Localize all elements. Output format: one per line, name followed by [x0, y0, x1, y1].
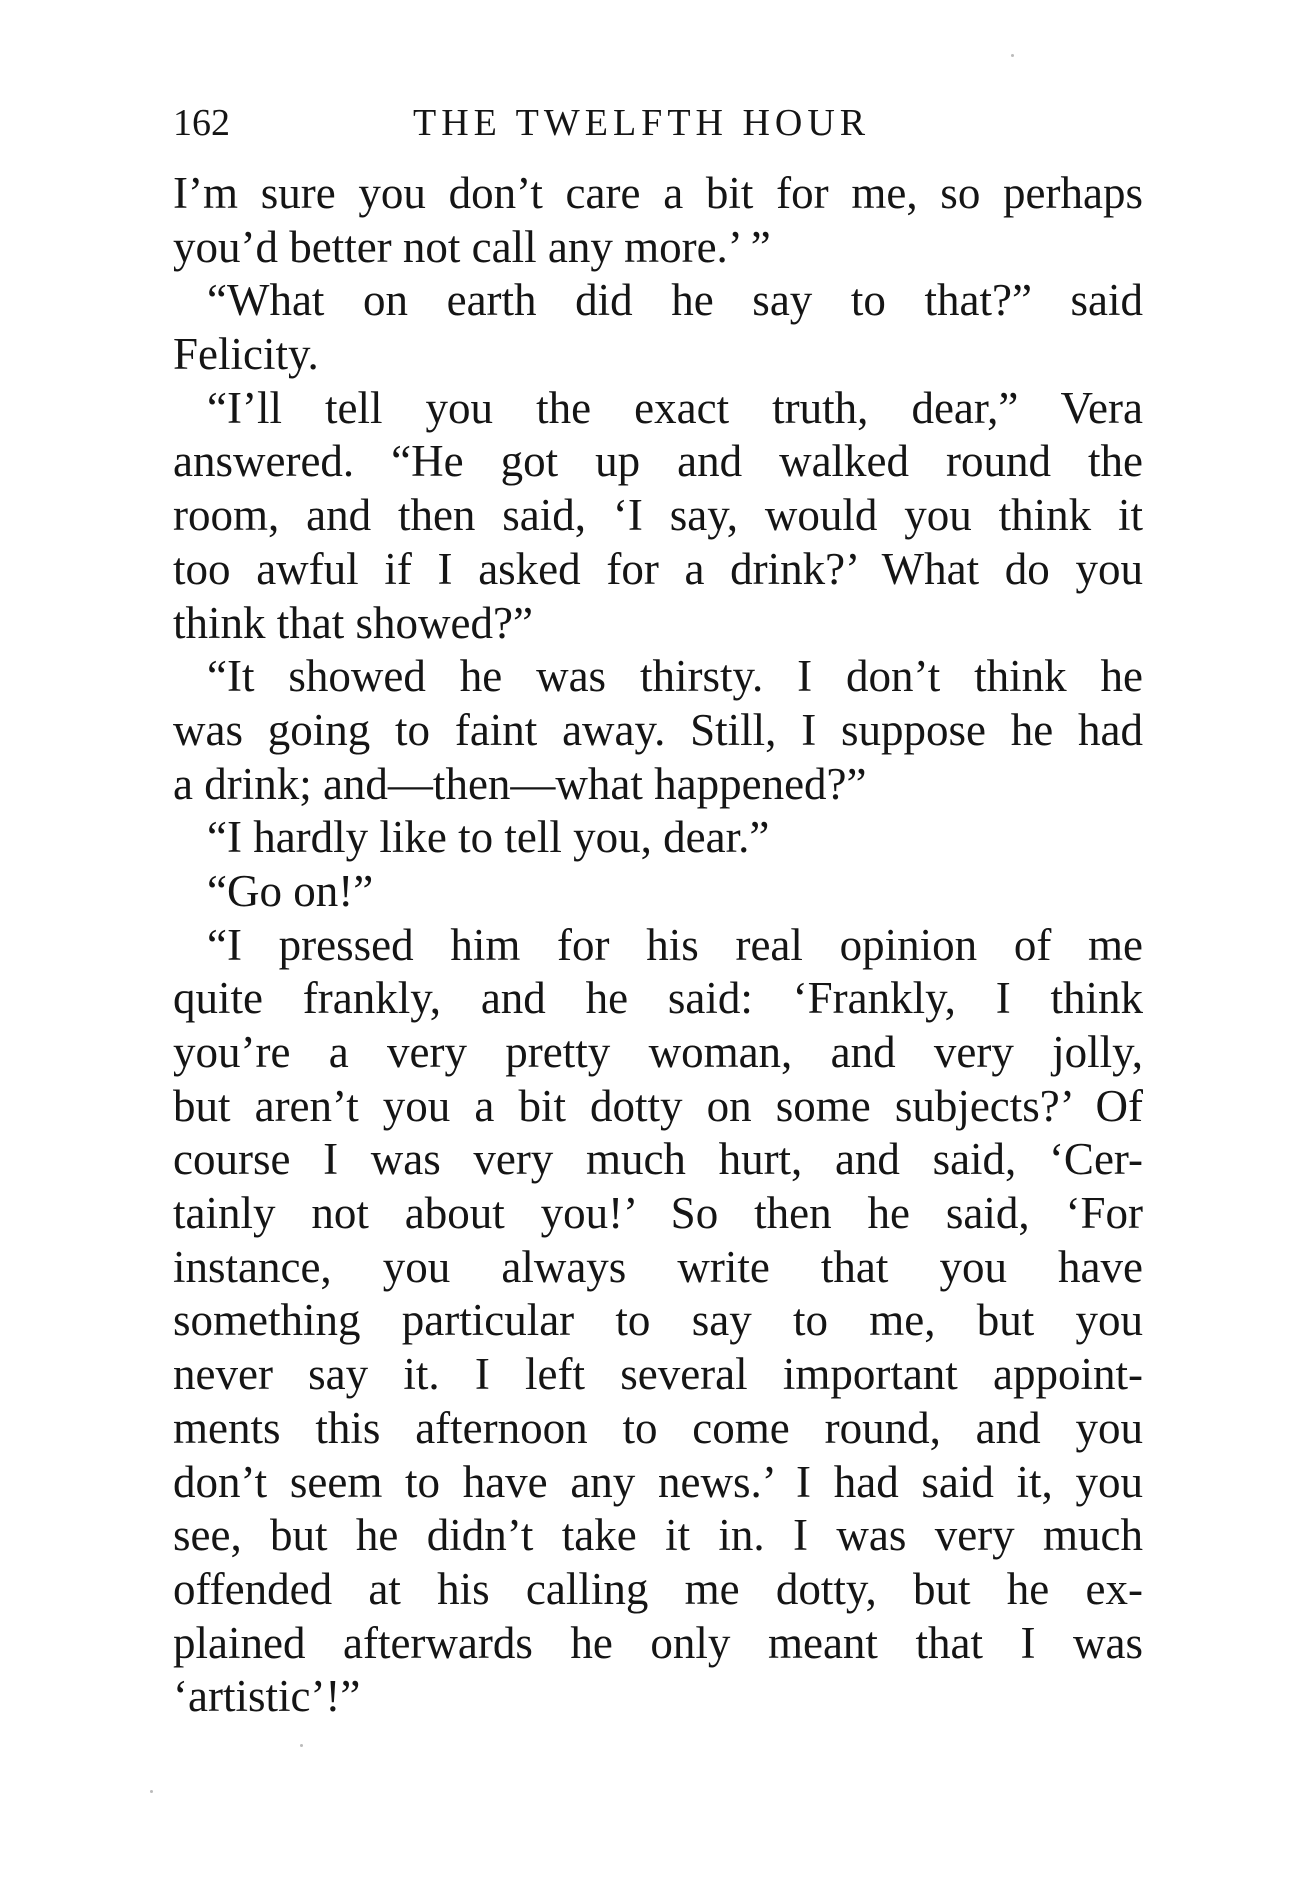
text-line: ments this afternoon to come round, and you [173, 1402, 1143, 1453]
text-line: instance, you always write that you have [173, 1241, 1143, 1292]
text-line: don’t seem to have any news.’ I had said it, you [173, 1456, 1143, 1507]
paper-speck [150, 1790, 153, 1793]
text-line: tainly not about you!’ So then he said, ‘For [173, 1188, 1143, 1239]
text-line: course I was very much hurt, and said, ‘Cer- [173, 1134, 1143, 1185]
text-line: offended at his calling me dotty, but he ex- [173, 1563, 1143, 1614]
text-line: was going to faint away. Still, I suppose he had [173, 704, 1143, 755]
text-line: Felicity. [173, 329, 319, 380]
text-line: room, and then said, ‘I say, would you think it [173, 490, 1143, 541]
text-line: “I hardly like to tell you, dear.” [207, 812, 770, 863]
text-line: something particular to say to me, but you [173, 1295, 1143, 1346]
text-line: answered. “He got up and walked round the [173, 436, 1143, 487]
paper-speck [300, 1744, 303, 1747]
text-line: plained afterwards he only meant that I was [173, 1617, 1143, 1668]
text-line: “What on earth did he say to that?” said [207, 275, 1143, 326]
text-line: I’m sure you don’t care a bit for me, so perhaps [173, 168, 1143, 218]
text-line: too awful if I asked for a drink?’ What do you [173, 543, 1143, 594]
text-line: you’re a very pretty woman, and very jolly, [173, 1027, 1143, 1077]
text-line: a drink; and—then—what happened?” [173, 758, 867, 809]
body-text [173, 167, 1143, 1724]
text-line: never say it. I left several important appoint- [173, 1349, 1143, 1400]
text-line: quite frankly, and he said: ‘Frankly, I think [173, 973, 1143, 1024]
text-line: ‘artistic’!” [173, 1671, 361, 1722]
text-line: see, but he didn’t take it in. I was very much [173, 1510, 1143, 1561]
text-line: “Go on!” [207, 865, 374, 916]
text-line: “I pressed him for his real opinion of me [207, 919, 1143, 970]
text-line: “It showed he was thirsty. I don’t think he [207, 651, 1143, 702]
running-title: THE TWELFTH HOUR [413, 102, 871, 144]
text-line: “I’ll tell you the exact truth, dear,” Vera [207, 382, 1143, 433]
text-line: you’d better not call any more.’ ” [173, 221, 771, 272]
running-head [173, 98, 1143, 148]
page-number: 162 [173, 102, 230, 144]
paper-speck [1011, 54, 1014, 57]
text-line: but aren’t you a bit dotty on some subjects?’ Of [173, 1080, 1143, 1131]
text-line: think that showed?” [173, 597, 533, 648]
